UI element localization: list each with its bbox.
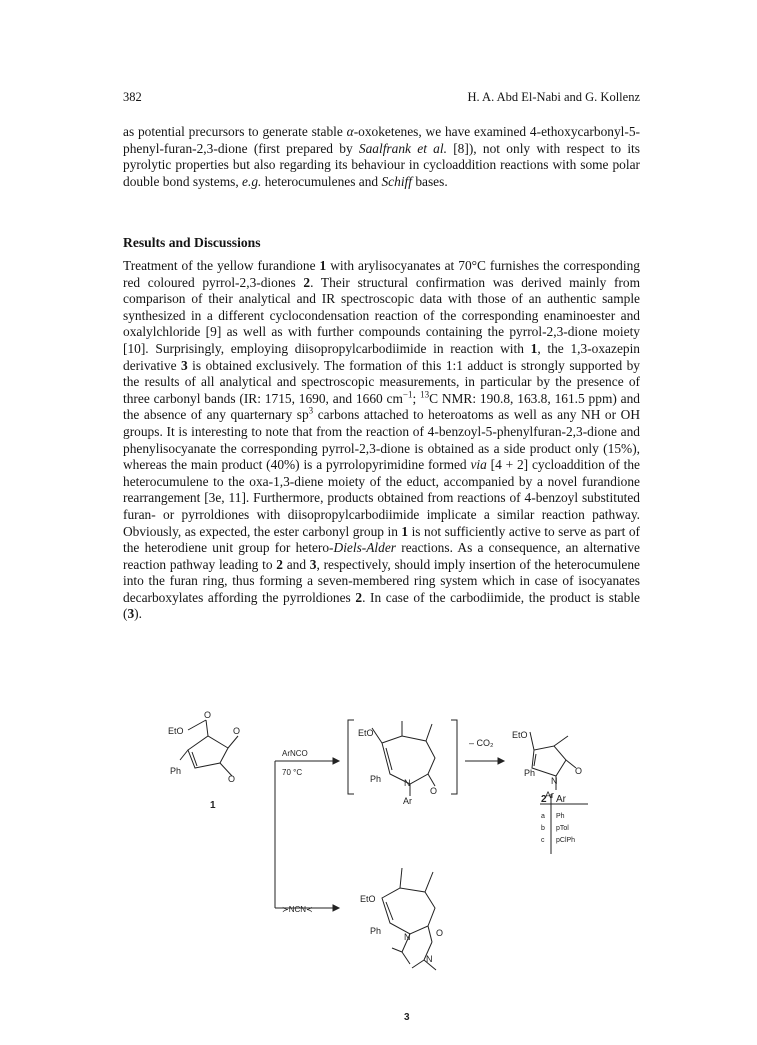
svg-text:ArNCO: ArNCO [282,749,308,758]
svg-text:– CO₂: – CO₂ [469,738,494,748]
svg-text:c: c [541,837,545,844]
svg-text:2: 2 [541,794,547,805]
svg-text:pClPh: pClPh [556,837,576,844]
results-paragraph: Treatment of the yellow furandione 1 with arylisocyanates at 70°C furnishes the corresponding red coloured pyrrol-2,3-diones 2. Their structural confirmation was derived mainly from comparison of their analytical and IR spectroscopic data with those of an authentic sample synthesized in a different cyclocondensation reaction of the corresponding enaminoester and oxalylchloride [9] as well as with further compounds containing the pyrrol-2,3-dione moiety [10]. Surprisingly, employing diisopropylcarbodiimide in reaction with 1, the 1,3-oxazepin derivative 3 is obtained exclusively. The formation of this 1:1 adduct is strongly supported by the results of all analytical and spectroscopic measurements, in particular by the presence of three carbonyl bands (IR: 1715, 1690, and 1660 $cm^{-1}$; $^{13}$C NMR: 190.8, 163.8, 161.5 ppm) and the absence of any quarternary $sp^3$ carbons attached to heteroatoms as well as any NH or OH groups. It is interesting to note that from the reaction of 4-benzoyl-5-phenylfuran-2,3-dione and phenylisocyanate the corresponding pyrrol-2,3-dione is obtained as a side product only (15%), whereas the main product (40%) is a pyrrolopyrimidine formed via [4 + 2] cycloaddition of the heterocumulene to the oxa-1,3-diene moiety of the educt, accompanied by a novel furandione rearrangement [3e, 11]. Furthermore, products obtained from reactions of 4-benzoyl substituted furan- or pyrroldiones with diisopropylcarbodiimide implicate a similar reaction pathway. Obviously, as expected, the ester carbonyl group in 1 is not sufficiently active to serve as part of the heterodiene unit group for hetero-Diels-Alder reactions. As a consequence, an alternative reaction pathway leading to 2 and 3, respectively, should imply insertion of the heterocumulene into the furan ring, thus forming a seven-membered ring system which in case of isocyanates decarboxylates affording the pyrroldiones 2. In case of the carbodiimide, the product is stable (3). [123,258,641,622]
svg-text:≻NCN≺: ≻NCN≺ [282,905,313,914]
page-number: 382 [123,90,142,104]
svg-text:N: N [426,954,433,964]
svg-text:EtO: EtO [168,726,184,736]
furandione-1-structure [180,720,241,776]
svg-text:Ar: Ar [545,790,554,800]
svg-text:EtO: EtO [360,894,376,904]
svg-text:O: O [228,774,236,784]
svg-text:Ph: Ph [370,926,382,936]
svg-text:70 °C: 70 °C [282,768,303,777]
svg-text:Ph: Ph [170,766,182,776]
svg-text:O: O [233,726,241,736]
intro-paragraph: as potential precursors to generate stable α-oxoketenes, we have examined 4-ethoxycarbonyl-5-phenyl-furan-2,3-dione (first prepared by Saalfrank et al. [8]), not only with respect to its pyrolytic properties but also regarding its behaviour in cycloaddition reactions with some polar double bond systems, e.g. heterocumulenes and Schiff bases. [123,124,640,189]
svg-text:O: O [430,786,438,796]
section-heading: Results and Discussions [123,235,261,250]
svg-text:N: N [404,778,411,788]
citation-saalfrank: Saalfrank et al. [358,140,447,156]
svg-text:N: N [551,776,558,786]
svg-text:Ph: Ph [370,774,382,784]
svg-text:pTol: pTol [556,825,569,832]
svg-text:Ar: Ar [403,796,412,806]
running-head-authors: H. A. Abd El-Nabi and G. Kollenz [467,90,640,104]
svg-text:1: 1 [210,800,216,811]
svg-text:O: O [575,766,583,776]
svg-text:N: N [404,932,411,942]
reaction-scheme [120,708,640,1028]
svg-text:Ar: Ar [556,794,566,805]
svg-text:EtO: EtO [512,730,528,740]
svg-text:O: O [204,710,212,720]
svg-text:Ph: Ph [556,813,565,820]
svg-text:b: b [541,825,545,832]
svg-text:O: O [436,928,444,938]
svg-text:EtO: EtO [358,728,374,738]
svg-text:3: 3 [404,1012,410,1023]
svg-text:a: a [541,813,545,820]
svg-text:Ph: Ph [524,768,536,778]
page-header [123,90,640,108]
